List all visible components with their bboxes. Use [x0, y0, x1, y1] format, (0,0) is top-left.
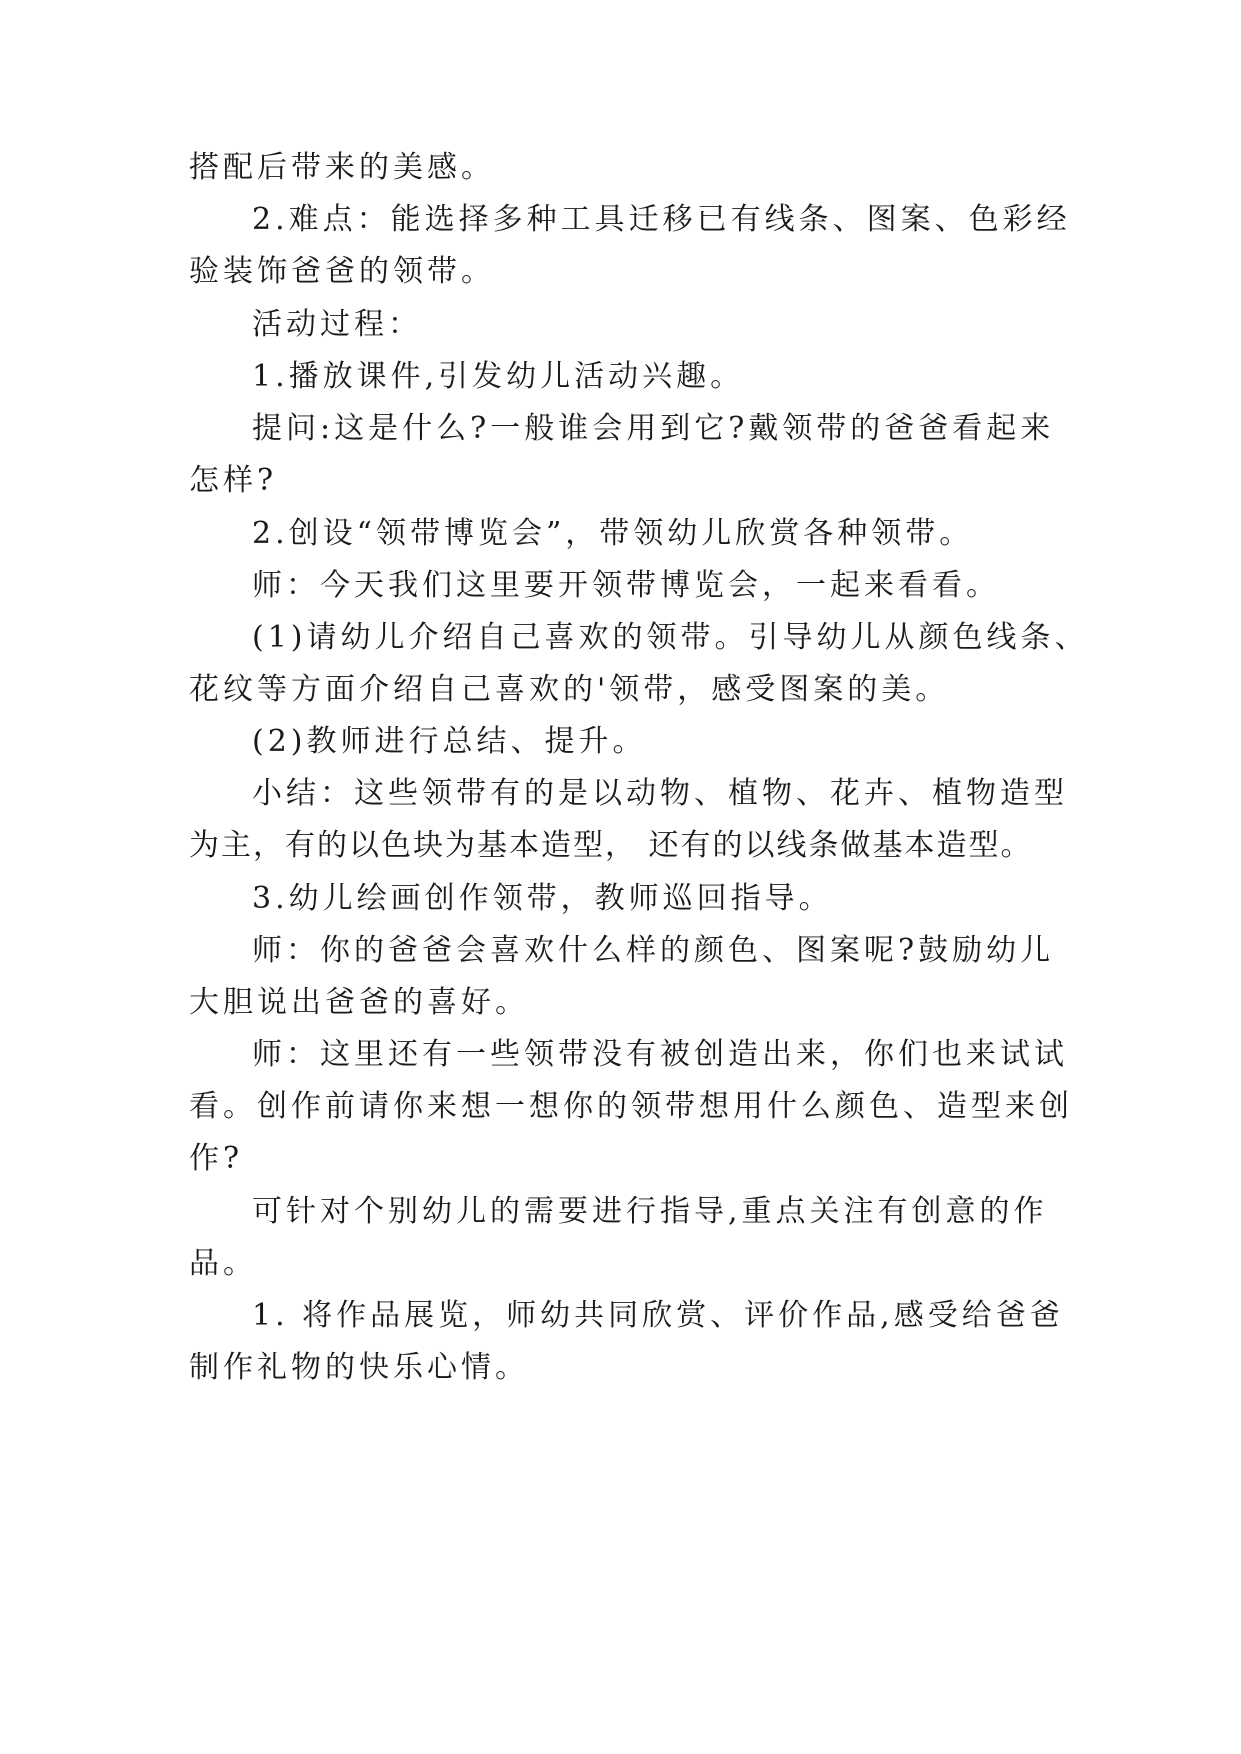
text-line: 提问:这是什么?一般谁会用到它?戴领带的爸爸看起来 — [252, 411, 1055, 446]
text-line: 验装饰爸爸的领带。 — [189, 254, 495, 289]
text-line: 师：今天我们这里要开领带博览会，一起来看看。 — [252, 568, 1000, 603]
text-line: 2.创设“领带博览会”，带领幼儿欣赏各种领带。 — [252, 516, 974, 551]
text-line: 1.播放课件,引发幼儿活动兴趣。 — [252, 359, 745, 394]
text-line: 怎样? — [189, 463, 278, 498]
text-line: 1. 将作品展览，师幼共同欣赏、评价作品,感受给爸爸 — [252, 1298, 1064, 1333]
text-line: 搭配后带来的美感。 — [189, 150, 495, 185]
text-line: 活动过程： — [252, 307, 422, 342]
text-line: 制作礼物的快乐心情。 — [189, 1350, 529, 1385]
text-line: 看。创作前请你来想一想你的领带想用什么颜色、造型来创 — [189, 1089, 1073, 1124]
text-line: (1)请幼儿介绍自己喜欢的领带。引导幼儿从颜色线条、 — [252, 620, 1089, 655]
text-line: 品。 — [189, 1246, 257, 1281]
text-line: 小结：这些领带有的是以动物、植物、花卉、植物造型 — [252, 776, 1068, 811]
text-line: 花纹等方面介绍自己喜欢的'领带，感受图案的美。 — [189, 672, 950, 707]
text-line: 3.幼儿绘画创作领带，教师巡回指导。 — [252, 881, 833, 916]
text-line: 师：这里还有一些领带没有被创造出来，你们也来试试 — [252, 1037, 1068, 1072]
text-line: (2)教师进行总结、提升。 — [252, 724, 647, 759]
text-line: 为主，有的以色块为基本造型， 还有的以线条做基本造型。 — [189, 828, 1033, 863]
text-line: 2.难点：能选择多种工具迁移已有线条、图案、色彩经 — [252, 202, 1071, 237]
text-line: 可针对个别幼儿的需要进行指导,重点关注有创意的作 — [252, 1194, 1048, 1229]
text-line: 大胆说出爸爸的喜好。 — [189, 985, 529, 1020]
text-line: 作? — [189, 1141, 244, 1176]
text-line: 师：你的爸爸会喜欢什么样的颜色、图案呢?鼓励幼儿 — [252, 933, 1055, 968]
